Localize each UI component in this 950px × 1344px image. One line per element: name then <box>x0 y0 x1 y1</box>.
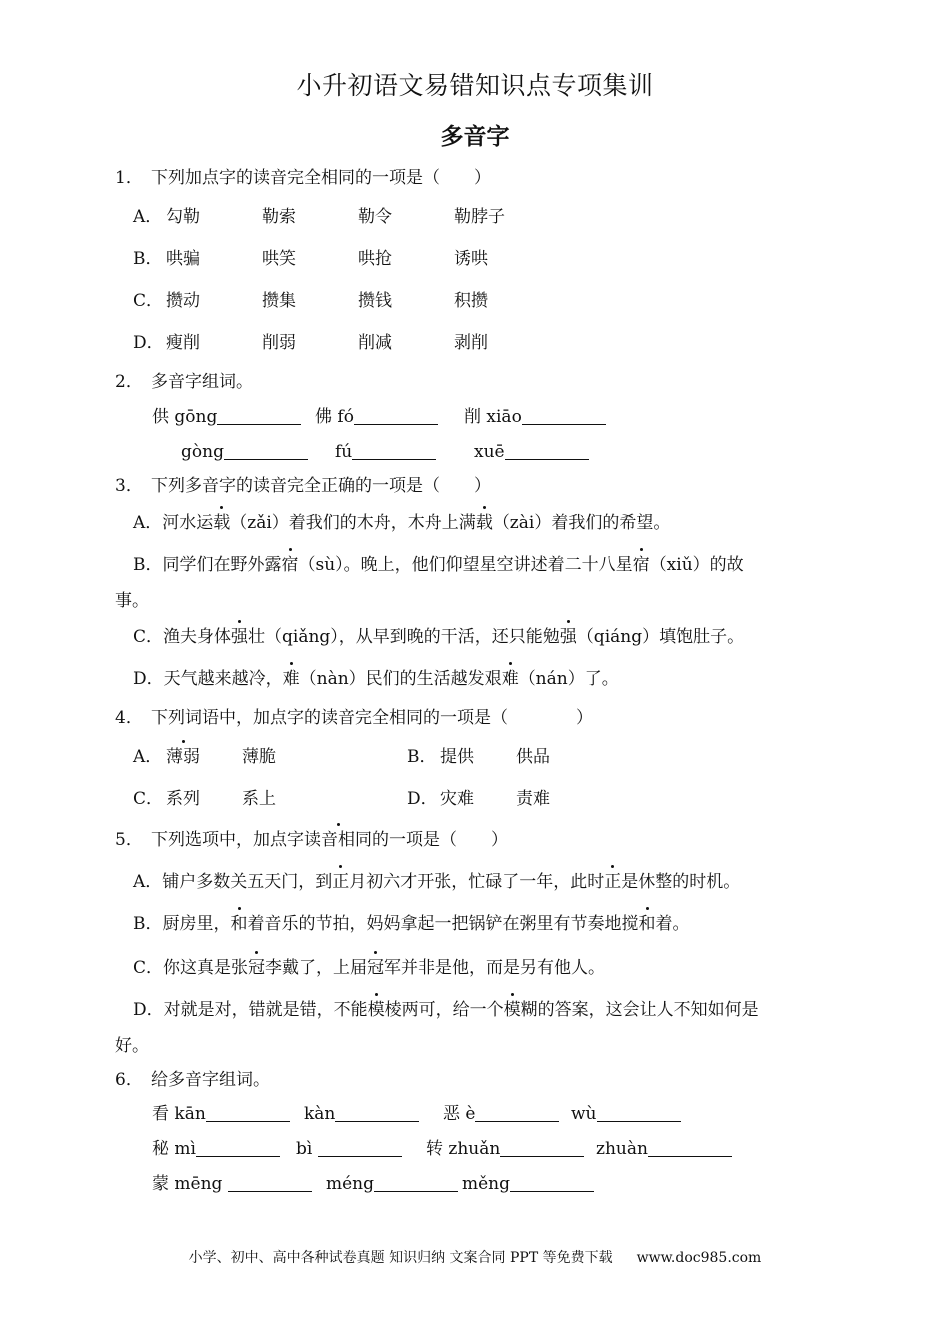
question-5: 5． 下列选项中，加点字读音相同的一项是（ ） <box>115 830 508 850</box>
option-word: 系列 <box>166 789 200 809</box>
answer-blank[interactable] <box>318 1138 402 1157</box>
fill-item: 蒙 mēng <box>152 1172 312 1196</box>
fill-item: gòng <box>181 440 308 464</box>
fill-item: měng <box>462 1172 594 1196</box>
answer-blank[interactable] <box>224 441 308 460</box>
fill-item: zhuàn <box>596 1137 732 1161</box>
answer-blank[interactable] <box>374 1173 458 1192</box>
option-word: 哄抢 <box>358 249 392 269</box>
footer-text: 小学、初中、高中各种试卷真题 知识归纳 文案合同 PPT 等免费下载 <box>188 1250 613 1266</box>
option-b-continuation: 事。 <box>115 591 149 611</box>
question-6 <box>115 1068 270 1092</box>
dotted-char: 宿 <box>632 555 650 575</box>
answer-blank[interactable] <box>228 1173 312 1192</box>
dotted-char: 宿 <box>281 555 299 575</box>
option-b-label: B． <box>407 747 437 767</box>
question-stem: 下列加点字的读音完全相同的一项是（ ） <box>151 168 491 188</box>
option-word: 削弱 <box>262 333 296 353</box>
fill-item: 削 xiāo <box>464 405 606 429</box>
answer-blank[interactable] <box>335 1103 419 1122</box>
option-d-label: D． <box>407 789 438 809</box>
dotted-char: 载 <box>475 513 493 533</box>
answer-blank[interactable] <box>500 1138 584 1157</box>
dotted-char: 正 <box>332 872 350 892</box>
answer-blank[interactable] <box>352 441 436 460</box>
answer-blank[interactable] <box>206 1103 290 1122</box>
question-stem: 下列多音字的读音完全正确的一项是（ ） <box>151 476 491 496</box>
question-2 <box>115 370 253 394</box>
answer-blank[interactable] <box>354 406 438 425</box>
option-word: 灾难 <box>440 789 474 809</box>
option-c-label: C． <box>133 291 164 311</box>
option-word: 供品 <box>516 747 550 767</box>
option-word: 攒动 <box>166 291 200 311</box>
option-word: 诱哄 <box>454 249 488 269</box>
option-word: 薄弱 <box>166 747 200 767</box>
question-stem: 多音字组词。 <box>151 372 253 392</box>
page-title: 小升初语文易错知识点专项集训 <box>296 71 654 100</box>
question-4 <box>115 706 593 730</box>
option-word: 削减 <box>358 333 392 353</box>
dotted-char: 载 <box>213 513 231 533</box>
question-3 <box>115 474 491 498</box>
question-number: 6． <box>115 1070 143 1090</box>
option-d: D．对就是对，错就是错，不能模棱两可，给一个模糊的答案，这会让人不知如何是 <box>133 1000 759 1020</box>
footer-url[interactable]: www.doc985.com <box>636 1250 762 1266</box>
answer-blank[interactable] <box>196 1138 280 1157</box>
option-word: 哄笑 <box>262 249 296 269</box>
dotted-phrase: 读音相同 <box>304 830 372 850</box>
option-word: 提供 <box>440 747 474 767</box>
option-c: C．你这真是张冠李戴了，上届冠军并非是他，而是另有他人。 <box>133 958 606 978</box>
option-word: 系上 <box>242 789 276 809</box>
dotted-char: 和 <box>638 914 656 934</box>
question-number: 1． <box>115 168 143 188</box>
dotted-char: 强 <box>231 627 249 647</box>
fill-item: 转 zhuǎn <box>426 1137 584 1161</box>
option-b-label: B． <box>133 249 163 269</box>
dotted-char: 和 <box>230 914 248 934</box>
option-c: C．渔夫身体强壮（qiǎng），从早到晚的干活，还只能勉强（qiáng）填饱肚子。 <box>133 627 745 647</box>
option-word: 薄脆 <box>242 747 276 767</box>
question-number: 3． <box>115 476 143 496</box>
option-a: A．河水运载（zǎi）着我们的木舟，木舟上满载（zài）着我们的希望。 <box>133 513 671 533</box>
fill-item: 秘 mì <box>152 1137 280 1161</box>
page-footer <box>0 1247 950 1267</box>
fill-item: wù <box>571 1102 681 1126</box>
dotted-char: 强 <box>559 627 577 647</box>
option-word: 勒令 <box>358 207 392 227</box>
page-subtitle: 多音字 <box>440 124 510 150</box>
fill-item: fú <box>335 440 436 464</box>
answer-blank[interactable] <box>522 406 606 425</box>
option-b: B．厨房里，和着音乐的节拍，妈妈拿起一把锅铲在粥里有节奏地搅和着。 <box>133 914 690 934</box>
option-word: 瘦削 <box>166 333 200 353</box>
dotted-char: 冠 <box>367 958 385 978</box>
dotted-char: 冠 <box>248 958 266 978</box>
fill-item: 供 gōng <box>152 405 301 429</box>
answer-blank[interactable] <box>648 1138 732 1157</box>
option-d-continuation: 好。 <box>115 1036 149 1056</box>
dotted-char: 难 <box>282 669 300 689</box>
fill-item: méng <box>326 1172 458 1196</box>
question-stem: 下列词语中，加点字的读音完全相同的一项是（ ） <box>151 708 593 728</box>
option-d-label: D． <box>133 333 164 353</box>
option-word: 攒钱 <box>358 291 392 311</box>
option-b: B．同学们在野外露宿（sù）。晚上，他们仰望星空讲述着二十八星宿（xiǔ）的故 <box>133 555 744 575</box>
option-word: 勾勒 <box>166 207 200 227</box>
option-word: 剥削 <box>454 333 488 353</box>
option-a-label: A． <box>133 207 163 227</box>
answer-blank[interactable] <box>510 1173 594 1192</box>
fill-item: kàn <box>304 1102 419 1126</box>
fill-item: bì <box>296 1137 402 1161</box>
question-number: 4． <box>115 708 143 728</box>
option-word: 勒索 <box>262 207 296 227</box>
option-c-label: C． <box>133 789 164 809</box>
option-d: D．天气越来越冷，难（nàn）民们的生活越发艰难（nán）了。 <box>133 669 619 689</box>
option-word: 哄骗 <box>166 249 200 269</box>
answer-blank[interactable] <box>505 441 589 460</box>
dotted-char: 模 <box>367 1000 385 1020</box>
answer-blank[interactable] <box>597 1103 681 1122</box>
option-a-label: A． <box>133 747 163 767</box>
answer-blank[interactable] <box>217 406 301 425</box>
question-stem: 给多音字组词。 <box>151 1070 270 1090</box>
question-number: 2． <box>115 372 143 392</box>
option-word: 积攒 <box>454 291 488 311</box>
fill-item: 看 kān <box>152 1102 290 1126</box>
dotted-char: 正 <box>604 872 622 892</box>
question-number: 5． <box>115 830 143 850</box>
dotted-char: 模 <box>503 1000 521 1020</box>
fill-item: 恶 è <box>443 1102 559 1126</box>
option-word: 攒集 <box>262 291 296 311</box>
dotted-char: 难 <box>501 669 519 689</box>
answer-blank[interactable] <box>475 1103 559 1122</box>
option-a: A．铺户多数关五天门，到正月初六才开张，忙碌了一年，此时正是休整的时机。 <box>133 872 741 892</box>
fill-item: 佛 fó <box>315 405 438 429</box>
option-word: 责难 <box>516 789 550 809</box>
question-1 <box>115 166 491 190</box>
option-word: 勒脖子 <box>454 207 505 227</box>
fill-item: xuē <box>474 440 589 464</box>
